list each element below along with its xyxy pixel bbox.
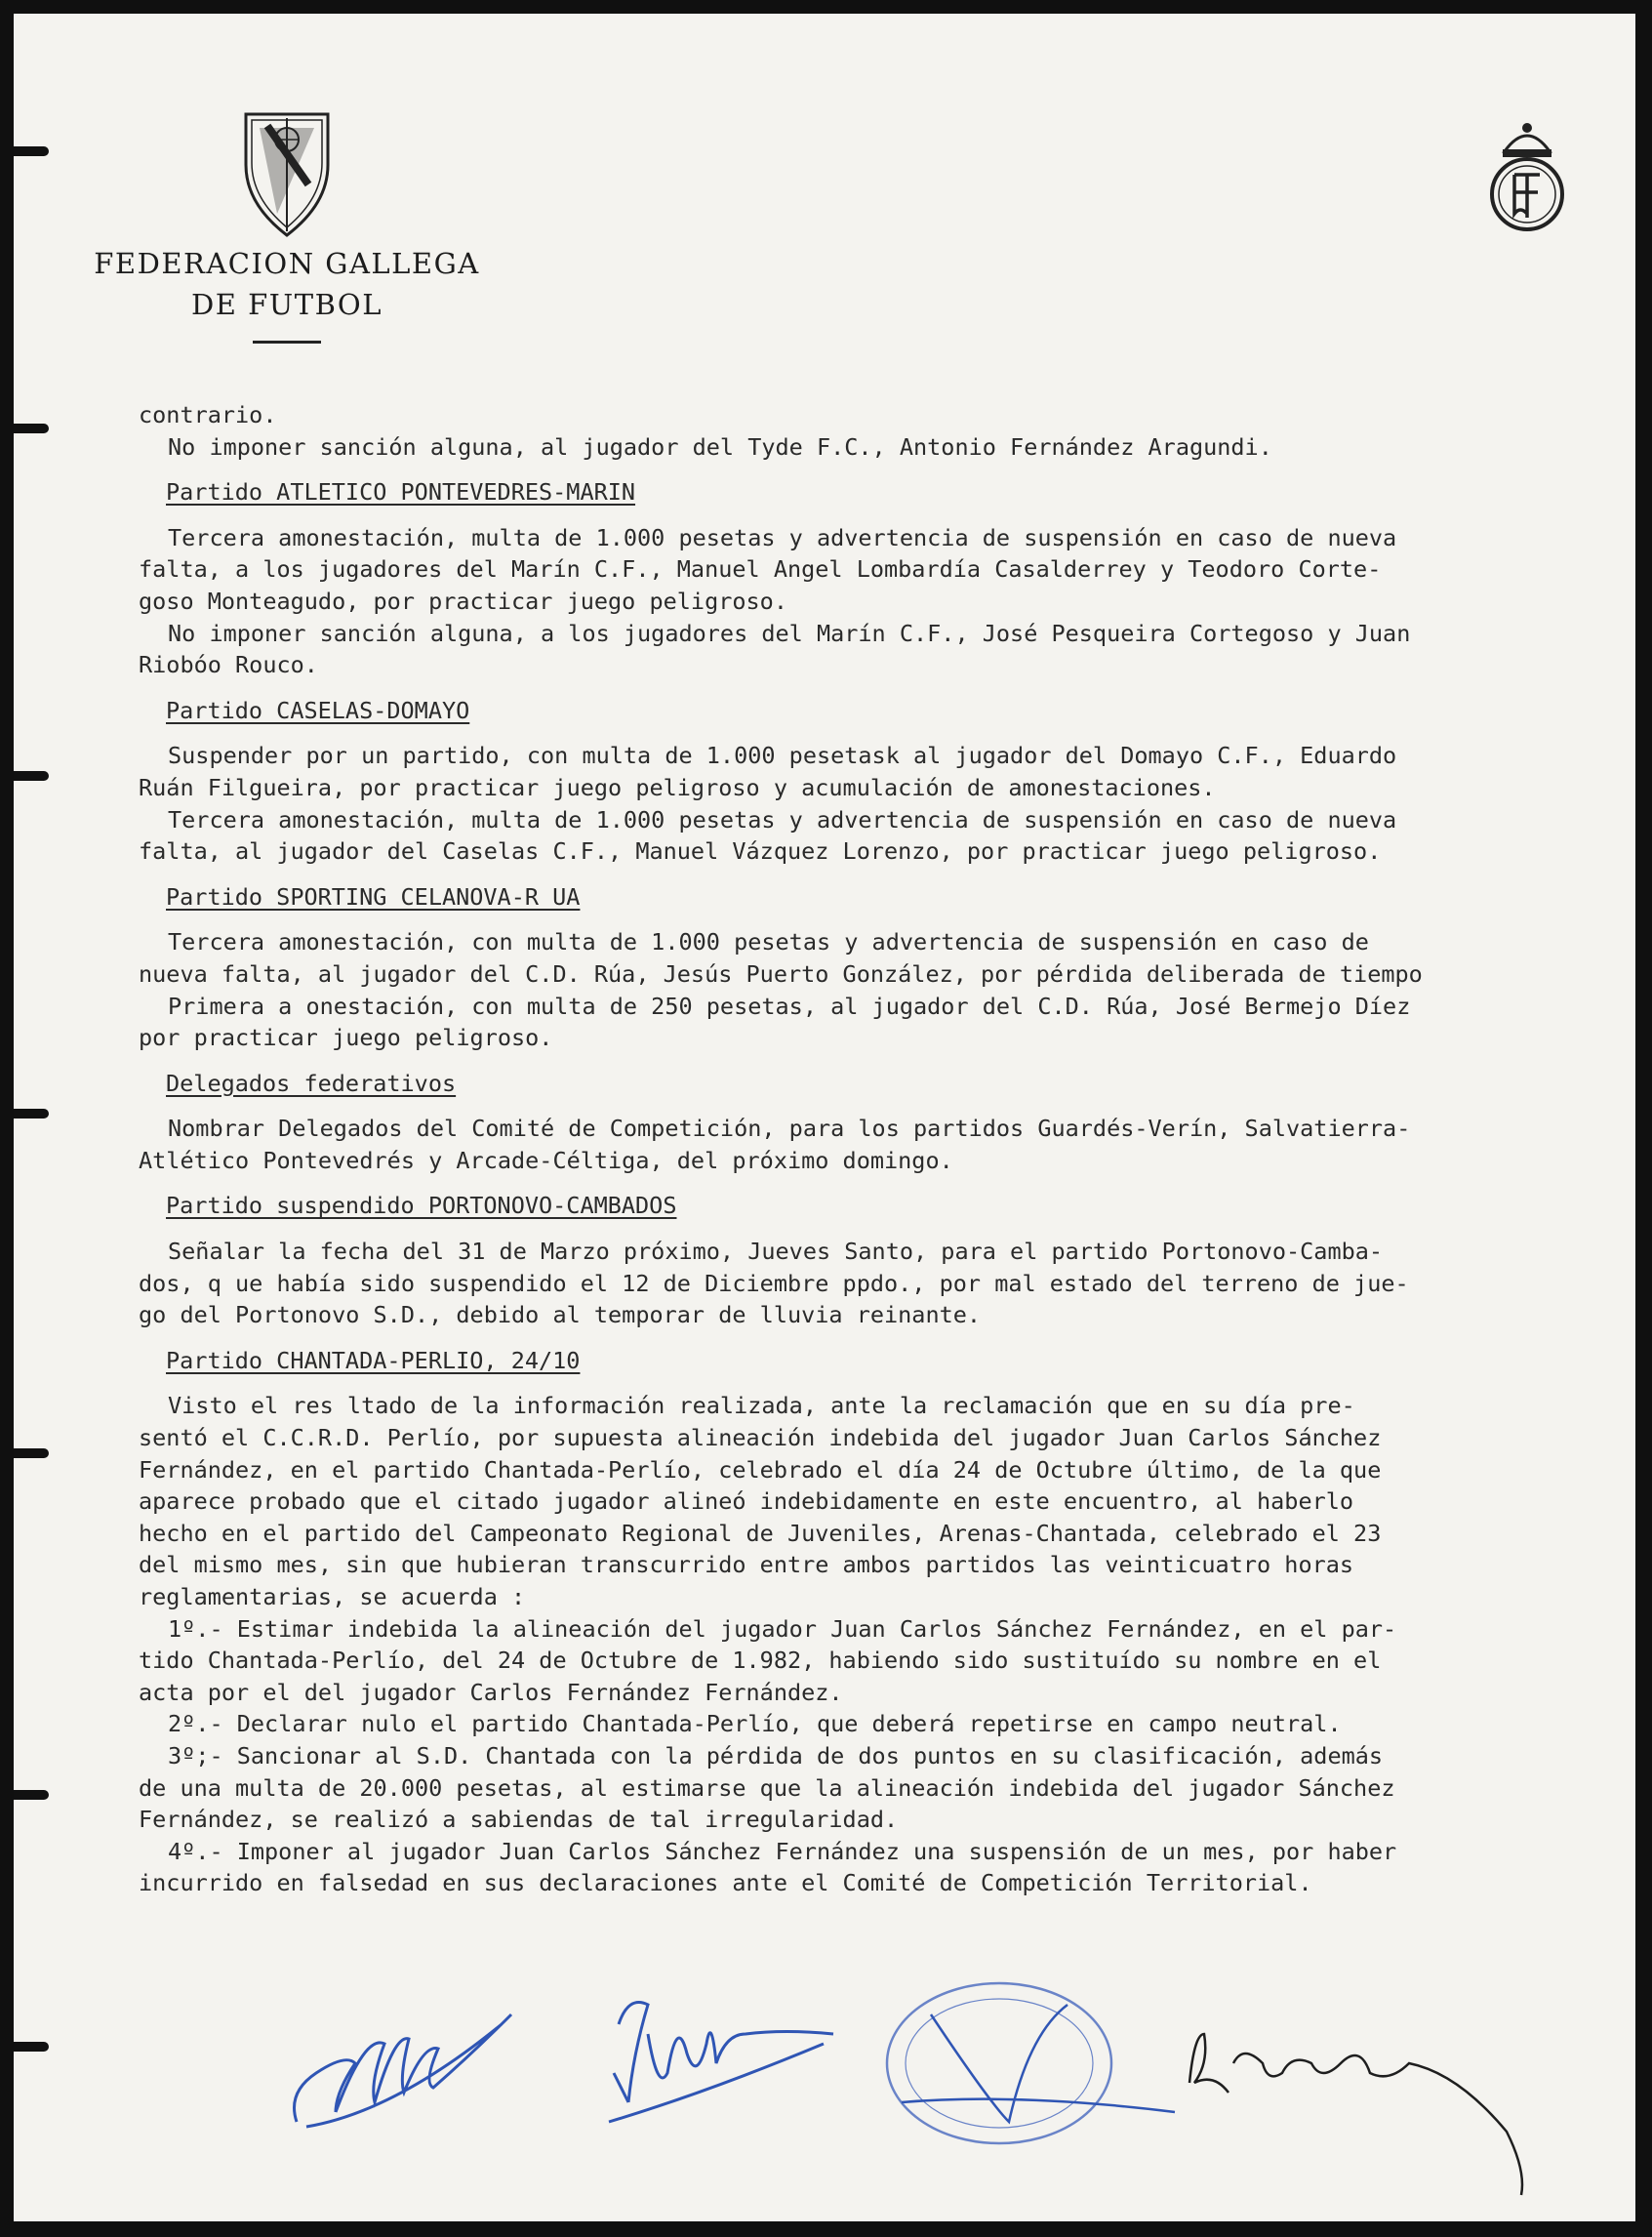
- text-line: No imponer sanción alguna, a los jugadores del Marín C.F., José Pesqueira Cortegoso y Juan: [168, 619, 1411, 647]
- text-line: Suspender por un partido, con multa de 1.000 pesetask al jugador del Domayo C.F., Eduardo: [168, 742, 1397, 770]
- section-heading: [139, 881, 1622, 914]
- text-line: del mismo mes, sin que hubieran transcurrido entre ambos partidos las veinticuatro horas: [139, 1551, 1354, 1579]
- signature-1: [277, 1995, 531, 2141]
- section-heading-text: Partido suspendido PORTONOVO-CAMBADOS: [166, 1192, 677, 1220]
- section-heading-text: Partido SPORTING CELANOVA-R UA: [166, 882, 581, 911]
- section-heading: [139, 1190, 1622, 1222]
- paragraph-gap: [139, 508, 1622, 522]
- binder-mark: [14, 1790, 49, 1800]
- text-line: No imponer sanción alguna, al jugador del Tyde F.C., Antonio Fernández Aragundi.: [168, 432, 1272, 461]
- signature-4: [1175, 2005, 1536, 2200]
- binder-mark: [14, 424, 49, 433]
- federation-crest-icon: [1485, 116, 1569, 233]
- section-heading: [139, 1345, 1622, 1377]
- binder-mark: [14, 1109, 49, 1118]
- text-line: dos, q ue había sido suspendido el 12 de Diciembre ppdo., por mal estado del terreno de jue-: [139, 1269, 1409, 1297]
- text-line: 1º.- Estimar indebida la alineación del jugador Juan Carlos Sánchez Fernández, en el par-: [168, 1614, 1397, 1643]
- paragraph-gap: [139, 463, 1622, 476]
- text-line: 2º.- Declarar nulo el partido Chantada-Perlío, que deberá repetirse en campo neutral.: [168, 1710, 1342, 1738]
- text-line: Atlético Pontevedrés y Arcade-Céltiga, del próximo domingo.: [139, 1146, 953, 1174]
- section-heading-text: Delegados federativos: [166, 1069, 457, 1097]
- text-line: sentó el C.C.R.D. Perlío, por supuesta alineación indebida del jugador Juan Carlos Sánchez: [139, 1424, 1382, 1452]
- paragraph-gap: [139, 1376, 1622, 1390]
- text-line: Señalar la fecha del 31 de Marzo próximo, Jueves Santo, para el partido Portonovo-Camba-: [168, 1238, 1384, 1266]
- text-line: Tercera amonestación, multa de 1.000 pesetas y advertencia de suspensión en caso de nueva: [168, 523, 1397, 551]
- document-page: [14, 14, 1635, 2221]
- paragraph-gap: [139, 1054, 1622, 1068]
- section-heading-text: Partido CASELAS-DOMAYO: [166, 696, 470, 724]
- paragraph-gap: [139, 1222, 1622, 1236]
- text-line: Fernández, se realizó a sabiendas de tal irregularidad.: [139, 1806, 899, 1834]
- text-line: Nombrar Delegados del Comité de Competición, para los partidos Guardés-Verín, Salvatierra-: [168, 1115, 1411, 1143]
- binder-mark: [14, 771, 49, 781]
- signature-2: [589, 1975, 843, 2132]
- section-heading-text: Partido ATLETICO PONTEVEDRES-MARIN: [166, 478, 636, 507]
- paragraph-gap: [139, 1176, 1622, 1190]
- org-name-line2: DE FUTBOL: [191, 288, 383, 321]
- text-line: 3º;- Sancionar al S.D. Chantada con la pérdida de dos puntos en su clasificación, además: [168, 1741, 1384, 1769]
- text-line: falta, al jugador del Caselas C.F., Manuel Vázquez Lorenzo, por practicar juego peligroso.: [139, 837, 1382, 866]
- text-line: Fernández, en el partido Chantada-Perlío, celebrado el día 24 de Octubre último, de la que: [139, 1455, 1382, 1484]
- section-heading: [139, 1068, 1622, 1100]
- section-heading: [139, 695, 1622, 727]
- text-line: por practicar juego peligroso.: [139, 1024, 553, 1052]
- official-stamp: [872, 1975, 1185, 2151]
- text-line: incurrido en falsedad en sus declaraciones ante el Comité de Competición Territorial.: [139, 1869, 1312, 1897]
- text-line: Riobóo Rouco.: [139, 651, 318, 679]
- binder-mark: [14, 1448, 49, 1458]
- paragraph-gap: [139, 913, 1622, 926]
- text-line: de una multa de 20.000 pesetas, al estimarse que la alineación indebida del jugador Sánchez: [139, 1773, 1395, 1802]
- text-line: nueva falta, al jugador del C.D. Rúa, Jesús Puerto González, por pérdida deliberada de tiempo: [139, 959, 1423, 988]
- text-line: goso Monteagudo, por practicar juego peligroso.: [139, 587, 787, 615]
- org-name-line1: FEDERACION GALLEGA: [94, 247, 480, 280]
- letterhead-rule: [253, 341, 321, 344]
- text-line: go del Portonovo S.D., debido al temporar de lluvia reinante.: [139, 1301, 982, 1329]
- text-line: hecho en el partido del Campeonato Regional de Juveniles, Arenas-Chantada, celebrado el 23: [139, 1519, 1382, 1547]
- paragraph-gap: [139, 1331, 1622, 1345]
- text-line: acta por el del jugador Carlos Fernández Fernández.: [139, 1678, 843, 1706]
- binder-mark: [14, 2042, 49, 2052]
- text-line: reglamentarias, se acuerda :: [139, 1583, 526, 1610]
- resolution-text: [139, 399, 1622, 1899]
- text-line: Visto el res ltado de la información realizada, ante la reclamación que en su día pre-: [168, 1392, 1355, 1420]
- text-line: Primera a onestación, con multa de 250 pesetas, al jugador del C.D. Rúa, José Bermejo Díez: [168, 992, 1411, 1020]
- paragraph-gap: [139, 868, 1622, 881]
- text-line: 4º.- Imponer al jugador Juan Carlos Sánchez Fernández una suspensión de un mes, por haber: [168, 1837, 1397, 1865]
- text-line: falta, a los jugadores del Marín C.F., Manuel Angel Lombardía Casalderrey y Teodoro Corte-: [139, 555, 1382, 584]
- paragraph-gap: [139, 1099, 1622, 1113]
- paragraph-gap: [139, 681, 1622, 695]
- paragraph-gap: [139, 726, 1622, 740]
- section-heading-text: Partido CHANTADA-PERLIO, 24/10: [166, 1346, 581, 1374]
- text-line: contrario.: [139, 401, 277, 428]
- text-line: tido Chantada-Perlío, del 24 de Octubre de 1.982, habiendo sido sustituído su nombre en el: [139, 1647, 1382, 1675]
- text-line: Tercera amonestación, con multa de 1.000 pesetas y advertencia de suspensión en caso de: [168, 928, 1369, 956]
- section-heading: [139, 476, 1622, 508]
- letterhead: [72, 106, 502, 344]
- text-line: Tercera amonestación, multa de 1.000 pesetas y advertencia de suspensión en caso de nueva: [168, 805, 1397, 834]
- binder-mark: [14, 146, 49, 156]
- federation-shield-icon: [238, 106, 336, 243]
- text-line: Ruán Filgueira, por practicar juego peligroso y acumulación de amonestaciones.: [139, 773, 1216, 801]
- text-line: aparece probado que el citado jugador alineó indebidamente en este encuentro, al haberlo: [139, 1487, 1354, 1516]
